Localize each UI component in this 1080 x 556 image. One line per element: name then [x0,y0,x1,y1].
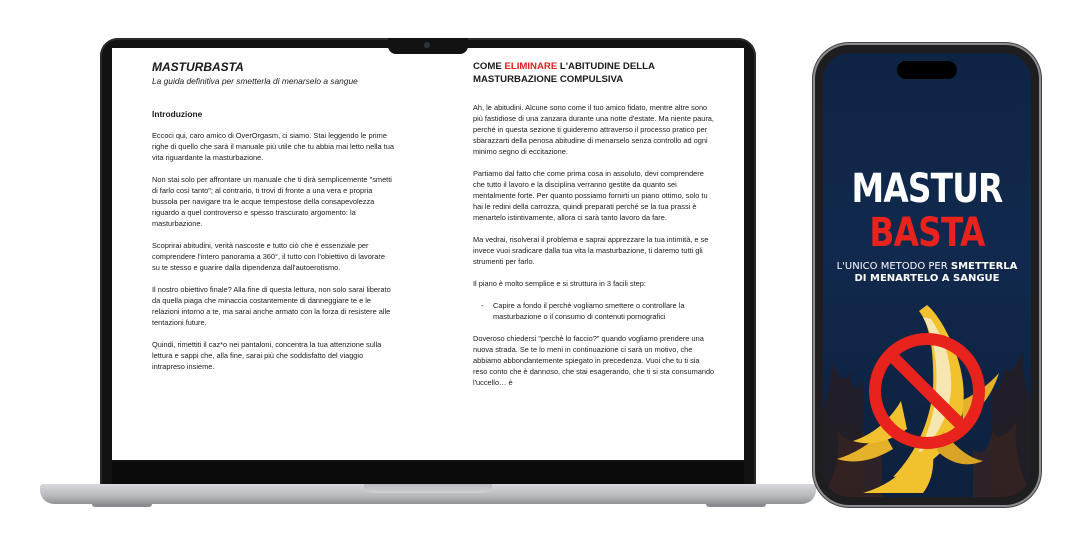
laptop-foot [92,504,152,507]
camera-icon [424,42,430,48]
laptop [100,38,756,488]
paragraph: Ah, le abitudini. Alcune sono come il tuo amico fidato, mentre altre sono più fastidiose di una zanzara durante una notte d'estate. Ma niente paura, perché in questa sezione ti guideremo attraverso il processo pratico per sbarazzarti della penosa abitudine di menarselo senza controllo ad ogni minimo segno di eccitazione. [473,103,714,156]
dynamic-island [897,61,957,79]
laptop-bezel [112,462,744,484]
book-title: MASTURBASTA [152,60,244,74]
cover-subtitle-a: L'UNICO METODO PER [836,261,951,272]
paragraph: Non stai solo per affrontare un manuale che ti dirà semplicemente "smetti di farlo così tanto"; al contrario, ti trovi di fronte a una vera e propria bussola per navigare tra le acque tempestose della consapevolezza riguardo a quel controverso e spesso trascurato argomento: la masturbazione. [152,175,392,228]
list-item-text: Capire a fondo il perchè vogliamo smettere o controllare la masturbazione o il consumo di contenuti pornografici [493,301,685,321]
left-page [152,60,394,383]
cover-subtitle-line2: DI MENARTELO A SANGUE [854,273,1000,284]
paragraph: Quindi, rimettiti il caz*o nei pantaloni, concentra la tua attenzione sulla lettura e sappi che, alla fine, sarai più che soddisfatto del viaggio intrapreso insieme. [152,340,382,371]
cover-title-line2: BASTA [869,210,985,256]
paragraph: Doveroso chiedersi "perchè lo faccio?" quando vogliamo prendere una nuova strada. Se te lo meni in continuazione ci sarà un motivo, che abbiamo abbondantemente spiegato in precedenza. Vuoi che tu ti sia reso conto che è dannoso, che stai esagerando, che ti si sta consumando l'uccello… è [473,334,715,387]
chapter-title-part1: COME [473,61,505,72]
paragraph: Ma vedrai, risolverai il problema e saprai apprezzare la tua intimità, e se invece vuoi sradicare dalla tua vita la masturbazione, ti daremo tutti gli strumenti per farlo. [473,235,709,266]
chapter-title [473,60,715,86]
laptop-screen [112,48,744,460]
section-title: Introduzione [152,109,203,119]
laptop-opening-notch [364,484,492,493]
chapter-title-part2: L'ABITUDINE DELLA MASTURBAZIONE COMPULSIVA [473,61,655,85]
paragraph: Il piano è molto semplice e si struttura in 3 facili step: [473,279,646,288]
cover-subtitle-b: SMETTERLA [950,261,1018,272]
paragraph: Partiamo dal fatto che come prima cosa in assoluto, devi comprendere che tutto il lavoro e la disciplina verranno gestite da quanto sei mentalmente forte. Per quanto possiamo fornirti un piano ottimo, solo tu hai le redini della carrozza, quindi preparati perché se la tua prassi è menartelo istintivamente, allora ci sarà tanto lavoro da fare. [473,169,708,222]
chapter-title-highlight: ELIMINARE [504,61,558,72]
phone [815,45,1039,505]
paragraph: Il nostro obiettivo finale? Alla fine di questa lettura, non solo sarai liberato da quella piaga che minaccia costantemente di danneggiare te e le relazioni intorno a te, ma sarai anche armato con la forza di resistere alle tentazioni future. [152,285,391,327]
laptop-notch [388,38,468,54]
phone-side-button [1039,160,1042,216]
paragraph: Scoprirai abitudini, verità nascoste e tutto ciò che è essenziale per comprendere l'intero panorama a 360°, il tutto con l'obiettivo di lavorare su te stesso e guarire dalla dipendenza dall'autoerotismo. [152,241,385,272]
banana-prohibited-icon [823,281,1031,497]
book-subtitle: La guida definitiva per smetterla di menarselo a sangue [152,76,358,86]
right-page [473,60,715,399]
laptop-foot [706,504,766,507]
phone-screen [823,53,1031,497]
bullet-dash: - [481,301,484,310]
paragraph: Eccoci qui, caro amico di OverOrgasm, ci siamo. Stai leggendo le prime righe di quello che sarà il manuale più utile che tu abbia mai letto nella tua vita riguardante la masturbazione. [152,131,394,162]
cover-title-line1: MASTUR [851,166,1003,212]
list-item [481,300,715,322]
